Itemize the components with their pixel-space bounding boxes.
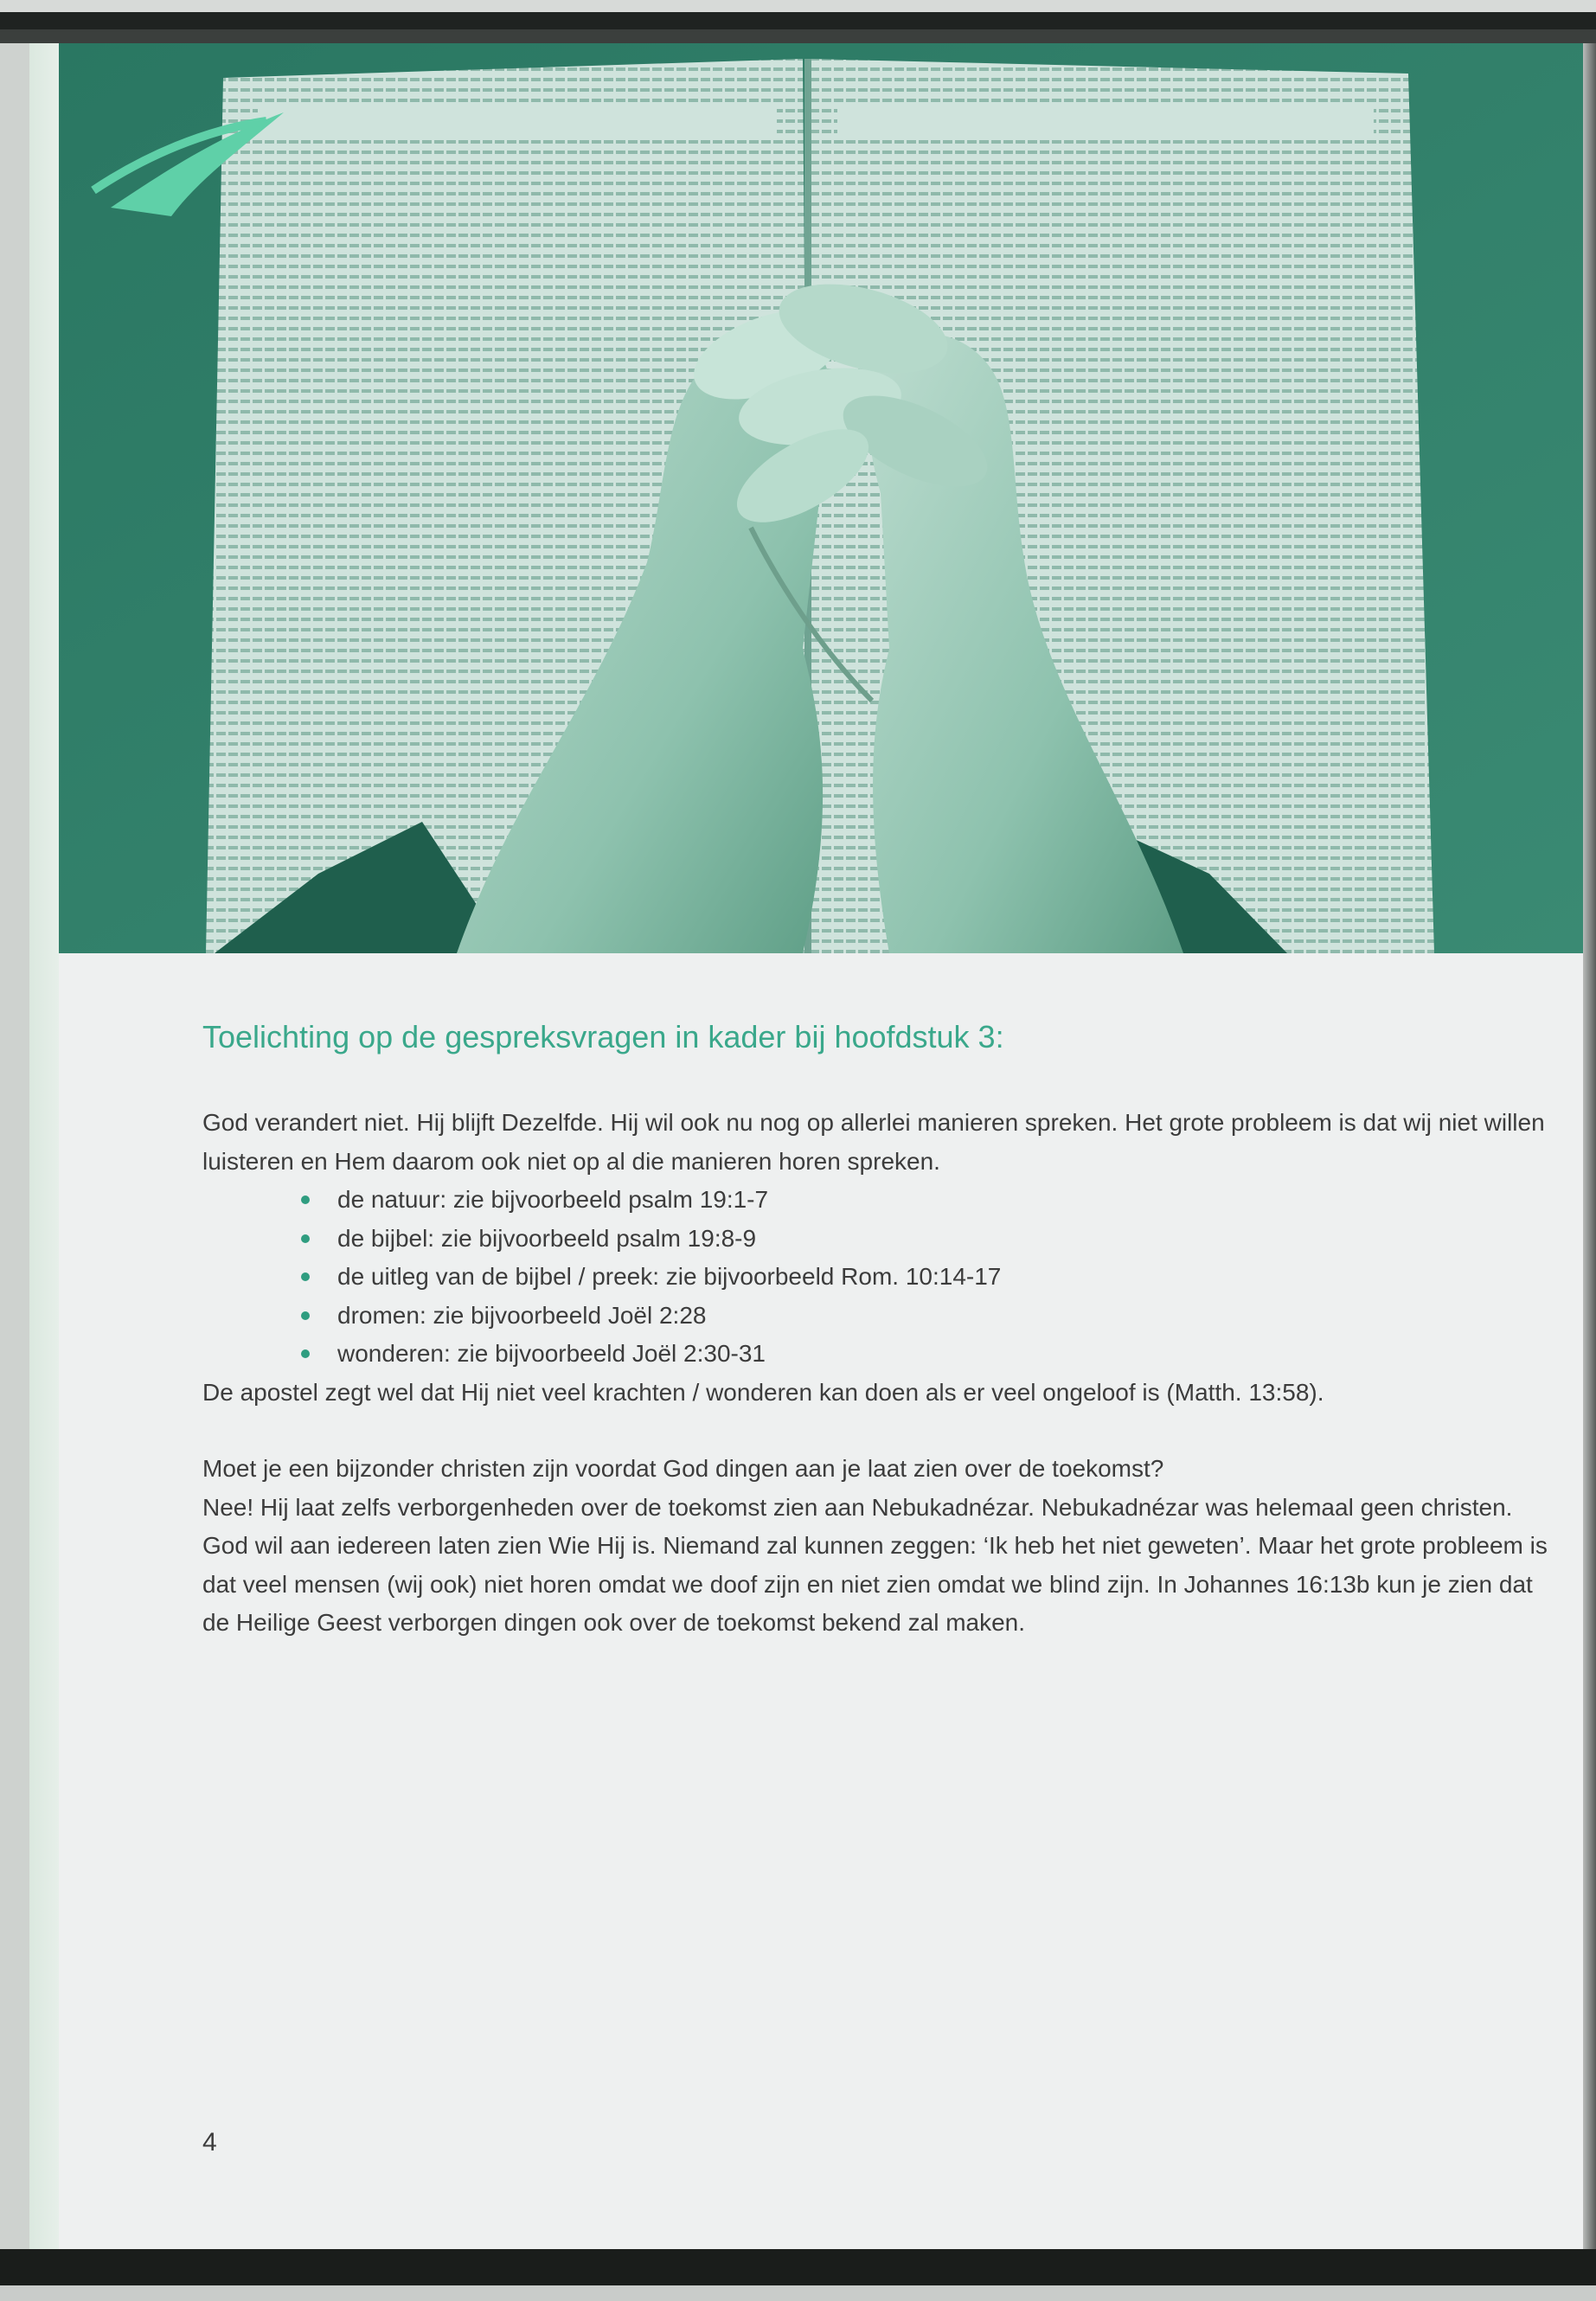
list-item <box>337 1220 1552 1259</box>
section-heading: Toelichting op de gespreksvragen in kader bij hoofdstuk 3: <box>202 1019 1004 1054</box>
body-text <box>202 1104 1552 1643</box>
scan-border-bottom <box>0 2249 1596 2301</box>
list-item <box>337 1335 1552 1374</box>
list-item <box>337 1258 1552 1297</box>
bullet-icon <box>301 1272 310 1281</box>
page-left-edge <box>0 43 59 2249</box>
list-item-text: de natuur: zie bijvoorbeeld psalm 19:1-7 <box>337 1186 769 1213</box>
praying-hands-illustration <box>59 43 1583 953</box>
praying-hands-photo <box>59 43 1583 953</box>
question-paragraph: Moet je een bijzonder christen zijn voordat God dingen aan je laat zien over de toekomst? <box>202 1455 1164 1482</box>
list-item <box>337 1297 1552 1336</box>
bullet-icon <box>301 1349 310 1358</box>
page-right-edge <box>1583 43 1596 2249</box>
apostle-note: De apostel zegt wel dat Hij niet veel krachten / wonderen kan doen als er veel ongeloof is (Matth. 13:58). <box>202 1378 1324 1406</box>
scan-border-top <box>0 0 1596 43</box>
bullet-icon <box>301 1234 310 1243</box>
bullet-icon <box>301 1311 310 1320</box>
paragraph-spacer <box>202 1412 1552 1450</box>
intro-paragraph: God verandert niet. Hij blijft Dezelfde. Hij wil ook nu nog op allerlei manieren spreken. Het grote probleem is dat wij niet willen luisteren en Hem daarom ook niet op al die manieren horen spreken. <box>202 1109 1545 1175</box>
list-item-text: wonderen: zie bijvoorbeeld Joël 2:30-31 <box>337 1340 766 1367</box>
list-item <box>337 1181 1552 1220</box>
list-item-text: de bijbel: zie bijvoorbeeld psalm 19:8-9 <box>337 1224 757 1252</box>
page-number: 4 <box>202 2128 217 2157</box>
list-item-text: dromen: zie bijvoorbeeld Joël 2:28 <box>337 1301 707 1329</box>
bullet-icon <box>301 1195 310 1204</box>
answer-paragraph: Nee! Hij laat zelfs verborgenheden over de toekomst zien aan Nebukadnézar. Nebukadnézar was helemaal geen christen. God wil aan iedereen laten zien Wie Hij is. Niemand zal kunnen zeggen: ‘Ik heb het niet geweten’. Maar het grote probleem is dat veel mensen (wij ook) niet horen omdat we doof zijn en niet zien omdat we blind zijn. In Johannes 16:13b kun je zien dat de Heilige Geest verborgen dingen ook over de toekomst bekend zal maken. <box>202 1493 1548 1636</box>
list-item-text: de uitleg van de bijbel / preek: zie bijvoorbeeld Rom. 10:14-17 <box>337 1263 1002 1290</box>
ways-list <box>202 1181 1552 1374</box>
document-page <box>59 43 1583 2249</box>
